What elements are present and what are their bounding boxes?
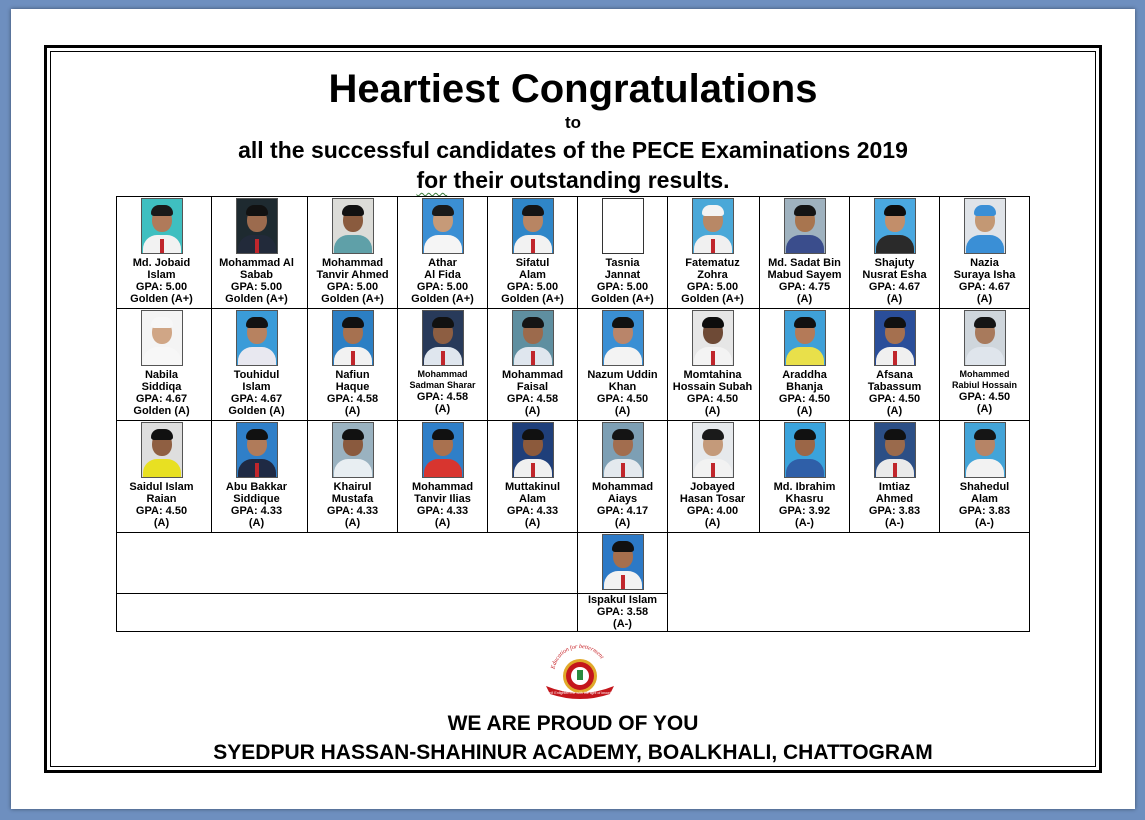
student-name: Mohammad <box>591 481 654 493</box>
photo-body <box>786 459 824 478</box>
student-grade: Golden (A+) <box>681 293 744 305</box>
subtitle-line-2 <box>47 166 1099 194</box>
student-name-2: Alam <box>519 493 546 505</box>
student-info <box>578 257 667 305</box>
photo-hair <box>794 205 816 216</box>
photo-hair <box>612 429 634 440</box>
student-info <box>308 257 397 305</box>
student-name: Mohammad Al <box>219 257 294 269</box>
student-grade: (A) <box>344 405 361 417</box>
student-cell <box>398 197 488 309</box>
student-cell <box>940 421 1030 533</box>
student-grade: (A) <box>886 405 903 417</box>
student-gpa: GPA: 4.67 <box>230 393 283 405</box>
photo-body <box>143 459 181 478</box>
student-gpa: GPA: 4.58 <box>416 391 469 403</box>
student-name: Muttakinul <box>505 481 560 493</box>
student-name-2: Bhanja <box>786 381 823 393</box>
student-cell <box>488 421 578 533</box>
photo-hair <box>342 429 364 440</box>
student-name-2: Siddiqa <box>141 381 182 393</box>
student-gpa: GPA: 3.92 <box>778 505 831 517</box>
student-info <box>212 257 301 305</box>
student-name: Jobayed <box>690 481 735 493</box>
empty-cell <box>117 594 578 632</box>
student-grade: (A-) <box>885 517 904 529</box>
student-gpa: GPA: 4.33 <box>506 505 559 517</box>
photo-hair <box>432 429 454 440</box>
student-name: Shajuty <box>874 257 915 269</box>
photo-hair <box>974 205 996 216</box>
student-name-2: Hossain Subah <box>672 381 753 393</box>
photo-tie <box>255 463 259 477</box>
photo-body <box>966 235 1004 254</box>
student-photo <box>602 198 644 254</box>
student-name-2: Alam <box>519 269 546 281</box>
spellcheck-word: for <box>416 167 448 193</box>
student-info <box>488 481 577 529</box>
page-title: Heartiest Congratulations <box>328 67 818 111</box>
student-grade: (A) <box>976 403 993 415</box>
student-photo <box>141 198 183 254</box>
student-cell <box>668 421 760 533</box>
photo-hair <box>151 205 173 216</box>
student-name-2: Ahmed <box>875 493 914 505</box>
student-cell <box>668 309 760 421</box>
results-table <box>116 196 1030 632</box>
photo-body <box>424 235 462 254</box>
photo-hair <box>702 205 724 216</box>
student-photo <box>874 422 916 478</box>
student-cell <box>308 309 398 421</box>
student-gpa: GPA: 4.58 <box>506 393 559 405</box>
student-cell <box>117 421 212 533</box>
student-grade: Golden (A+) <box>591 293 654 305</box>
student-photo <box>692 198 734 254</box>
photo-hair <box>432 317 454 328</box>
student-grade: (A) <box>704 517 721 529</box>
footer-proud: WE ARE PROUD OF YOU <box>447 712 699 735</box>
student-name-2: Aiays <box>607 493 638 505</box>
student-photo <box>141 310 183 366</box>
photo-hair <box>151 317 173 328</box>
photo-body <box>334 235 372 254</box>
student-cell <box>117 309 212 421</box>
photo-hair <box>342 205 364 216</box>
student-name-2: Suraya Isha <box>953 269 1016 281</box>
student-cell <box>398 309 488 421</box>
student-name-2: Raian <box>146 493 177 505</box>
student-name-2: Sadman Sharar <box>409 380 476 390</box>
photo-tie <box>621 575 625 589</box>
student-grade: Golden (A+) <box>321 293 384 305</box>
student-grade: (A) <box>976 293 993 305</box>
photo-tie <box>621 463 625 477</box>
student-photo <box>784 198 826 254</box>
student-photo <box>512 198 554 254</box>
student-photo <box>332 310 374 366</box>
student-name: Ispakul Islam <box>587 594 658 606</box>
student-photo <box>422 422 464 478</box>
student-cell <box>578 197 668 309</box>
photo-hair <box>246 429 268 440</box>
student-cell <box>578 421 668 533</box>
student-name-2: Sabab <box>239 269 273 281</box>
document-page <box>11 9 1135 809</box>
student-grade: (A-) <box>613 618 632 630</box>
student-cell <box>668 197 760 309</box>
photo-body <box>876 235 914 254</box>
photo-tie <box>160 239 164 253</box>
logo-ribbon-text: O Lord! Enlighten me with the light of knowledge <box>541 691 619 695</box>
photo-tie <box>531 463 535 477</box>
photo-hair <box>702 429 724 440</box>
student-gpa: GPA: 4.33 <box>416 505 469 517</box>
student-grade: (A-) <box>975 517 994 529</box>
photo-tie <box>351 351 355 365</box>
student-name-2: Alam <box>971 493 998 505</box>
logo-emblem <box>577 670 583 680</box>
footer-school: SYEDPUR HASSAN-SHAHINUR ACADEMY, BOALKHALI, CHATTOGRAM <box>213 741 933 764</box>
photo-body <box>966 347 1004 366</box>
student-grade: Golden (A+) <box>501 293 564 305</box>
student-grade: (A) <box>886 293 903 305</box>
student-cell <box>488 197 578 309</box>
student-info <box>940 257 1029 305</box>
student-name: Araddha <box>782 369 827 381</box>
student-photo <box>236 198 278 254</box>
student-info <box>760 369 849 417</box>
photo-body <box>966 459 1004 478</box>
student-gpa: GPA: 5.00 <box>416 281 469 293</box>
photo-hair <box>612 317 634 328</box>
student-info <box>212 369 301 417</box>
student-cell <box>212 421 308 533</box>
photo-hair <box>151 429 173 440</box>
student-info <box>117 481 206 529</box>
student-grade: (A) <box>796 405 813 417</box>
student-gpa: GPA: 5.00 <box>326 281 379 293</box>
student-cell <box>578 309 668 421</box>
student-grade: (A) <box>153 517 170 529</box>
photo-tie <box>711 239 715 253</box>
student-name: Nazia <box>970 257 999 269</box>
student-info <box>850 369 939 417</box>
student-cell <box>850 421 940 533</box>
student-grade: (A-) <box>795 517 814 529</box>
student-gpa: GPA: 3.58 <box>596 606 649 618</box>
student-photo <box>512 310 554 366</box>
student-name: Md. Sadat Bin <box>768 257 841 269</box>
student-grade: (A) <box>614 517 631 529</box>
student-info <box>117 257 206 305</box>
student-cell <box>117 197 212 309</box>
photo-hair <box>522 205 544 216</box>
photo-hair <box>612 541 634 552</box>
student-info <box>578 594 667 631</box>
student-name: Touhidul <box>233 369 280 381</box>
student-gpa: GPA: 4.00 <box>686 505 739 517</box>
student-cell <box>760 309 850 421</box>
student-name-2: Haque <box>335 381 370 393</box>
student-name-2: Islam <box>147 269 176 281</box>
student-grade: Golden (A) <box>133 405 190 417</box>
student-grade: (A) <box>524 405 541 417</box>
student-name-2: Tabassum <box>867 381 922 393</box>
student-name: Khairul <box>333 481 372 493</box>
student-photo <box>422 310 464 366</box>
table-row <box>117 309 1030 421</box>
student-gpa: GPA: 3.83 <box>868 505 921 517</box>
student-photo <box>692 422 734 478</box>
photo-hair <box>884 429 906 440</box>
student-gpa: GPA: 3.83 <box>958 505 1011 517</box>
photo-hair <box>794 429 816 440</box>
photo-hair <box>974 317 996 328</box>
page-border <box>44 45 1102 773</box>
student-photo <box>236 422 278 478</box>
student-photo <box>784 310 826 366</box>
student-name-2: Mabud Sayem <box>767 269 842 281</box>
student-cell <box>398 421 488 533</box>
student-info <box>488 257 577 305</box>
photo-tie <box>711 351 715 365</box>
student-gpa: GPA: 4.67 <box>135 393 188 405</box>
student-name-2: Islam <box>242 381 271 393</box>
student-info <box>578 481 667 529</box>
student-name: Mohammad <box>411 481 474 493</box>
student-name-2: Tanvir Ilias <box>414 493 471 505</box>
student-gpa: GPA: 4.58 <box>326 393 379 405</box>
photo-body <box>143 347 181 366</box>
student-grade: (A) <box>434 403 451 415</box>
student-photo <box>422 198 464 254</box>
student-gpa: GPA: 4.17 <box>596 505 649 517</box>
title-to: to <box>564 113 582 132</box>
student-photo <box>874 198 916 254</box>
photo-hair <box>342 317 364 328</box>
student-cell <box>212 309 308 421</box>
student-name: Saidul Islam <box>129 481 194 493</box>
student-name: Imtiaz <box>878 481 911 493</box>
student-name: Mohammed <box>959 369 1010 379</box>
student-cell <box>488 309 578 421</box>
student-info <box>578 369 667 417</box>
student-cell <box>940 197 1030 309</box>
subtitle-line: all the successful candidates of the PECE Examinations 2019 <box>238 137 908 163</box>
student-name: Mohammad <box>321 257 384 269</box>
student-photo <box>236 310 278 366</box>
student-name-2: Jannat <box>604 269 641 281</box>
photo-hair <box>884 317 906 328</box>
student-name: Athar <box>428 257 457 269</box>
student-gpa: GPA: 4.50 <box>596 393 649 405</box>
student-gpa: GPA: 4.50 <box>778 393 831 405</box>
student-grade: (A) <box>796 293 813 305</box>
student-name: Md. Ibrahim <box>773 481 836 493</box>
photo-tie <box>441 351 445 365</box>
student-info <box>398 369 487 415</box>
photo-tie <box>893 463 897 477</box>
student-gpa: GPA: 4.50 <box>135 505 188 517</box>
photo-body <box>424 459 462 478</box>
photo-body <box>786 235 824 254</box>
student-photo <box>332 198 374 254</box>
student-info <box>760 257 849 305</box>
student-name-2: Siddique <box>233 493 280 505</box>
student-name-2: Tanvir Ahmed <box>316 269 389 281</box>
student-cell <box>940 309 1030 421</box>
logo-arc-text: Education for betterment <box>550 643 605 670</box>
student-info <box>940 369 1029 415</box>
student-grade: Golden (A) <box>228 405 285 417</box>
student-gpa: GPA: 5.00 <box>135 281 188 293</box>
academy-logo <box>540 642 620 700</box>
student-name: Md. Jobaid <box>132 257 191 269</box>
table-row <box>117 533 1030 594</box>
student-grade: (A) <box>434 517 451 529</box>
photo-hair <box>432 205 454 216</box>
student-grade: Golden (A+) <box>130 293 193 305</box>
photo-body <box>786 347 824 366</box>
student-photo <box>964 310 1006 366</box>
student-cell <box>850 309 940 421</box>
photo-tie <box>255 239 259 253</box>
photo-tie <box>711 463 715 477</box>
photo-body <box>604 347 642 366</box>
photo-hair <box>246 317 268 328</box>
student-cell <box>760 197 850 309</box>
student-info <box>940 481 1029 529</box>
student-info <box>760 481 849 529</box>
student-cell <box>578 533 668 594</box>
student-name: Tasnia <box>605 257 640 269</box>
student-info <box>850 257 939 305</box>
student-info <box>398 481 487 529</box>
photo-body <box>238 347 276 366</box>
student-gpa: GPA: 4.50 <box>958 391 1011 403</box>
photo-tie <box>531 351 535 365</box>
student-photo <box>964 198 1006 254</box>
empty-cell <box>668 533 1030 632</box>
student-name: Mohammad <box>501 369 564 381</box>
student-name-2: Mustafa <box>331 493 374 505</box>
photo-tie <box>531 239 535 253</box>
student-info <box>668 257 757 305</box>
student-photo <box>602 422 644 478</box>
student-gpa: GPA: 4.50 <box>686 393 739 405</box>
subtitle-line-2-rest: their outstanding results. <box>447 167 730 193</box>
student-name: Sifatul <box>515 257 550 269</box>
student-name: Mohammad <box>417 369 468 379</box>
photo-hair <box>246 205 268 216</box>
student-grade: Golden (A+) <box>225 293 288 305</box>
student-gpa: GPA: 4.67 <box>868 281 921 293</box>
student-grade: (A) <box>524 517 541 529</box>
photo-hair <box>794 317 816 328</box>
student-gpa: GPA: 5.00 <box>506 281 559 293</box>
student-grade: (A) <box>614 405 631 417</box>
student-grade: (A) <box>248 517 265 529</box>
student-cell <box>308 197 398 309</box>
student-name: Afsana <box>876 369 913 381</box>
student-info-cell <box>578 594 668 632</box>
student-info <box>398 257 487 305</box>
student-grade: Golden (A+) <box>411 293 474 305</box>
student-gpa: GPA: 4.50 <box>868 393 921 405</box>
student-photo <box>964 422 1006 478</box>
student-info <box>850 481 939 529</box>
photo-tie <box>893 351 897 365</box>
student-name: Nafiun <box>335 369 370 381</box>
student-photo <box>692 310 734 366</box>
student-name-2: Khan <box>608 381 637 393</box>
table-row <box>117 421 1030 533</box>
student-cell <box>308 421 398 533</box>
student-cell <box>760 421 850 533</box>
student-cell <box>212 197 308 309</box>
student-name: Nabila <box>144 369 178 381</box>
student-name-2: Khasru <box>785 493 824 505</box>
student-info <box>488 369 577 417</box>
student-name-2: Hasan Tosar <box>679 493 746 505</box>
student-photo <box>332 422 374 478</box>
student-photo <box>141 422 183 478</box>
empty-cell <box>117 533 578 594</box>
student-name: Momtahina <box>683 369 742 381</box>
student-photo <box>874 310 916 366</box>
student-gpa: GPA: 4.33 <box>230 505 283 517</box>
table-row <box>117 197 1030 309</box>
student-info <box>308 369 397 417</box>
student-name-2: Zohra <box>697 269 728 281</box>
student-name: Shahedul <box>959 481 1010 493</box>
student-name: Fatematuz <box>685 257 740 269</box>
photo-hair <box>702 317 724 328</box>
student-gpa: GPA: 4.33 <box>326 505 379 517</box>
student-gpa: GPA: 5.00 <box>230 281 283 293</box>
student-name-2: Nusrat Esha <box>862 269 927 281</box>
student-info <box>668 481 757 529</box>
student-photo <box>602 310 644 366</box>
student-info <box>668 369 757 417</box>
student-name-2: Al Fida <box>424 269 461 281</box>
student-gpa: GPA: 4.75 <box>778 281 831 293</box>
student-grade: (A) <box>344 517 361 529</box>
student-info <box>308 481 397 529</box>
student-photo <box>602 534 644 590</box>
student-grade: (A) <box>704 405 721 417</box>
photo-hair <box>974 429 996 440</box>
student-cell <box>850 197 940 309</box>
student-gpa: GPA: 5.00 <box>686 281 739 293</box>
student-gpa: GPA: 5.00 <box>596 281 649 293</box>
student-photo <box>512 422 554 478</box>
student-info <box>117 369 206 417</box>
student-name-2: Faisal <box>516 381 549 393</box>
student-photo <box>784 422 826 478</box>
photo-hair <box>884 205 906 216</box>
student-gpa: GPA: 4.67 <box>958 281 1011 293</box>
student-name: Nazum Uddin <box>587 369 658 381</box>
student-name-2: Rabiul Hossain <box>951 380 1017 390</box>
student-info <box>212 481 301 529</box>
photo-hair <box>522 429 544 440</box>
photo-hair <box>522 317 544 328</box>
photo-body <box>334 459 372 478</box>
student-name: Abu Bakkar <box>225 481 288 493</box>
